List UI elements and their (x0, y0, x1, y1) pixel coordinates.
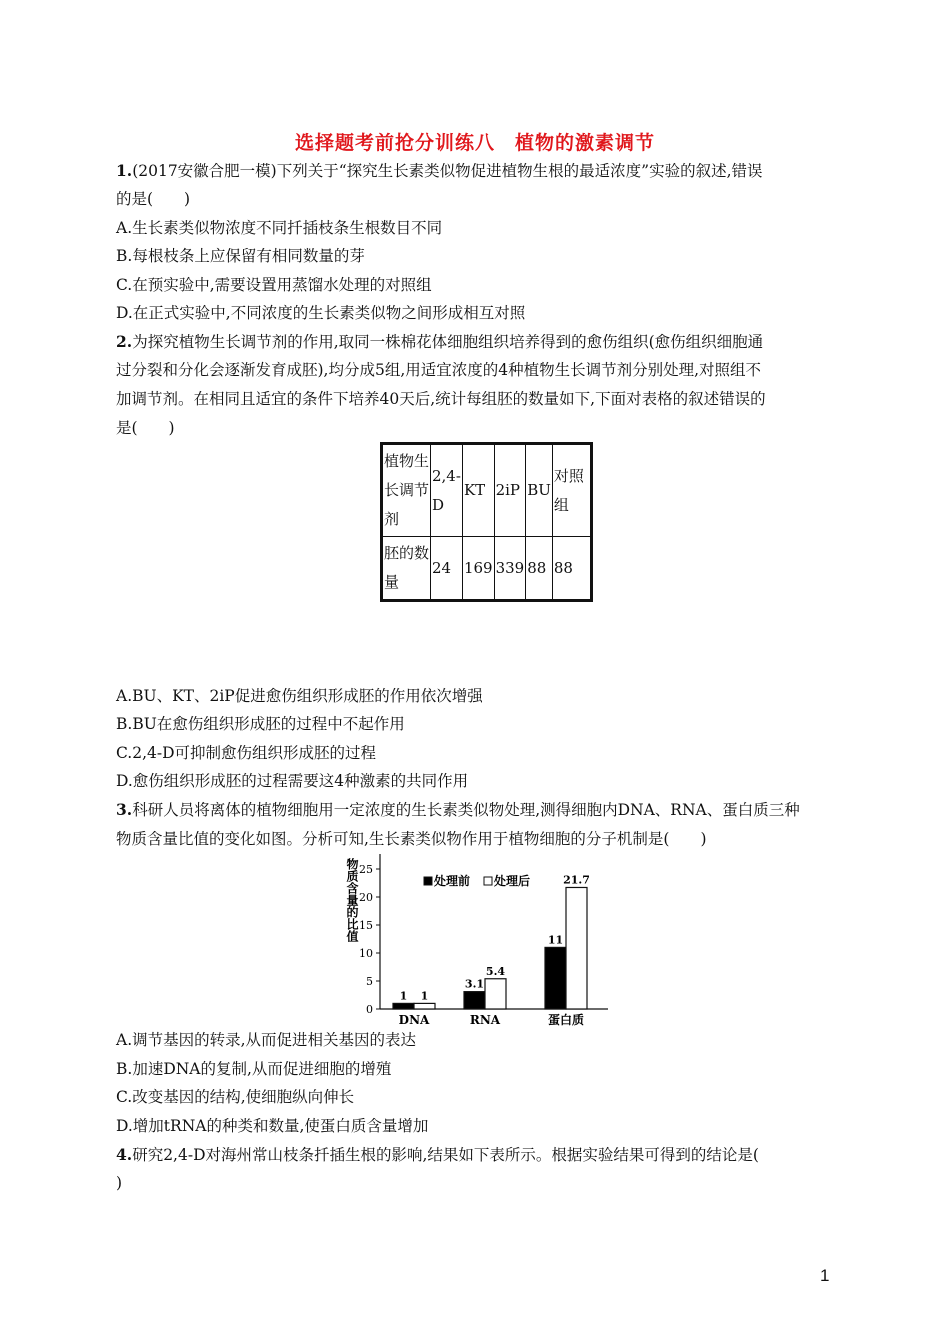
page-title: 选择题考前抢分训练八 植物的激素调节 (294, 132, 655, 154)
data-label: 3.1 (464, 977, 485, 991)
q3-stem-line1 (116, 800, 800, 820)
q2-option-d: D.愈伤组织形成胚的过程需要这4种激素的共同作用 (116, 772, 469, 790)
table-cell: 植物生长调节剂 (382, 444, 431, 537)
q4-stem-line1 (116, 1145, 759, 1165)
data-label: 11 (547, 933, 564, 947)
legend-label: 处理前 (434, 874, 471, 888)
data-label: 1 (420, 989, 429, 1003)
x-tick-label: RNA (469, 1013, 501, 1027)
table-cell: 2iP (494, 444, 526, 537)
q2-stem-line2: 过分裂和分化会逐渐发育成胚),均分成5组,用适宜浓度的4种植物生长调节剂分别处理,对照组不 (116, 361, 762, 379)
table-cell: 169 (462, 537, 494, 601)
q2-option-b: B.BU在愈伤组织形成胚的过程中不起作用 (116, 715, 405, 733)
q2-option-a: A.BU、KT、2iP促进愈伤组织形成胚的作用依次增强 (116, 687, 483, 705)
q2-stem-line4: 是( ) (116, 419, 175, 437)
q1-option-a: A.生长素类似物浓度不同扦插枝条生根数目不同 (116, 219, 443, 237)
table-cell: BU (526, 444, 553, 537)
y-tick-label: 15 (359, 919, 373, 932)
legend-swatch-处理前 (424, 877, 432, 885)
table-cell: 24 (431, 537, 463, 601)
bar-蛋白质-处理前 (545, 947, 566, 1009)
q1-option-c: C.在预实验中,需要设置用蒸馏水处理的对照组 (116, 276, 432, 294)
q3-option-b: B.加速DNA的复制,从而促进细胞的增殖 (116, 1060, 392, 1078)
q2-number: 2. (116, 332, 133, 351)
q1-stem-line1 (116, 161, 763, 181)
data-label: 21.7 (563, 873, 590, 887)
table-row (382, 537, 592, 601)
y-axis-title: 物质含量的比值 (345, 858, 359, 942)
q4-stem-line2: ) (116, 1174, 123, 1192)
y-tick-label: 10 (359, 947, 373, 960)
y-tick-label: 25 (359, 863, 373, 876)
table-cell: KT (462, 444, 494, 537)
chart-legend (424, 873, 530, 888)
q3-number: 3. (116, 800, 133, 819)
table-row (382, 444, 592, 537)
table-cell: 88 (552, 537, 591, 601)
q2-stem-text1: 为探究植物生长调节剂的作用,取同一株棉花体细胞组织培养得到的愈伤组织(愈伤组织细胞通 (132, 333, 764, 351)
x-tick-label: 蛋白质 (547, 1013, 585, 1027)
q3-stem-text1: 科研人员将离体的植物细胞用一定浓度的生长素类似物处理,测得细胞内DNA、RNA、蛋白质三种 (132, 801, 800, 819)
q3-option-d: D.增加tRNA的种类和数量,使蛋白质含量增加 (116, 1117, 429, 1135)
q3-option-c: C.改变基因的结构,使细胞纵向伸长 (116, 1088, 355, 1106)
table-cell: 胚的数量 (382, 537, 431, 601)
table-cell: 88 (526, 537, 553, 601)
y-tick-label: 20 (359, 891, 373, 904)
q1-stem-text1: (2017安徽合肥一模)下列关于“探究生长素类似物促进植物生根的最适浓度”实验的叙述,错误 (132, 162, 763, 180)
x-tick-label: DNA (398, 1013, 430, 1027)
data-label: 5.4 (485, 964, 506, 978)
q3-option-a: A.调节基因的转录,从而促进相关基因的表达 (116, 1031, 417, 1049)
q1-option-b: B.每根枝条上应保留有相同数量的芽 (116, 247, 365, 265)
q3-stem-line2: 物质含量比值的变化如图。分析可知,生长素类似物作用于植物细胞的分子机制是( ) (116, 830, 707, 848)
q1-number: 1. (116, 161, 133, 180)
page-number: 1 (820, 1266, 830, 1285)
bar-DNA-处理后 (414, 1003, 435, 1009)
bar-RNA-处理前 (464, 992, 485, 1009)
q2-stem-line1 (116, 332, 763, 352)
q1-stem-line2: 的是( ) (116, 190, 191, 208)
q1-option-d: D.在正式实验中,不同浓度的生长素类似物之间形成相互对照 (116, 304, 526, 322)
q4-stem-text1: 研究2,4-D对海州常山枝条扦插生根的影响,结果如下表所示。根据实验结果可得到的结论是( (132, 1146, 759, 1164)
data-label: 1 (399, 989, 408, 1003)
bar-DNA-处理前 (393, 1003, 414, 1009)
bar-RNA-处理后 (485, 979, 506, 1009)
table-cell: 339 (494, 537, 526, 601)
q2-option-c: C.2,4-D可抑制愈伤组织形成胚的过程 (116, 744, 377, 762)
y-tick-label: 0 (366, 1003, 373, 1016)
legend-swatch-处理后 (484, 877, 492, 885)
legend-label: 处理后 (494, 874, 531, 888)
q2-data-table (380, 442, 593, 602)
q2-stem-line3: 加调节剂。在相同且适宜的条件下培养40天后,统计每组胚的数量如下,下面对表格的叙述错误的 (116, 390, 766, 408)
bar-蛋白质-处理后 (566, 887, 587, 1009)
bar-chart (330, 852, 620, 1028)
table-cell: 对照组 (552, 444, 591, 537)
y-tick-label: 5 (366, 975, 373, 988)
q4-number: 4. (116, 1145, 133, 1164)
table-cell: 2,4-D (431, 444, 463, 537)
